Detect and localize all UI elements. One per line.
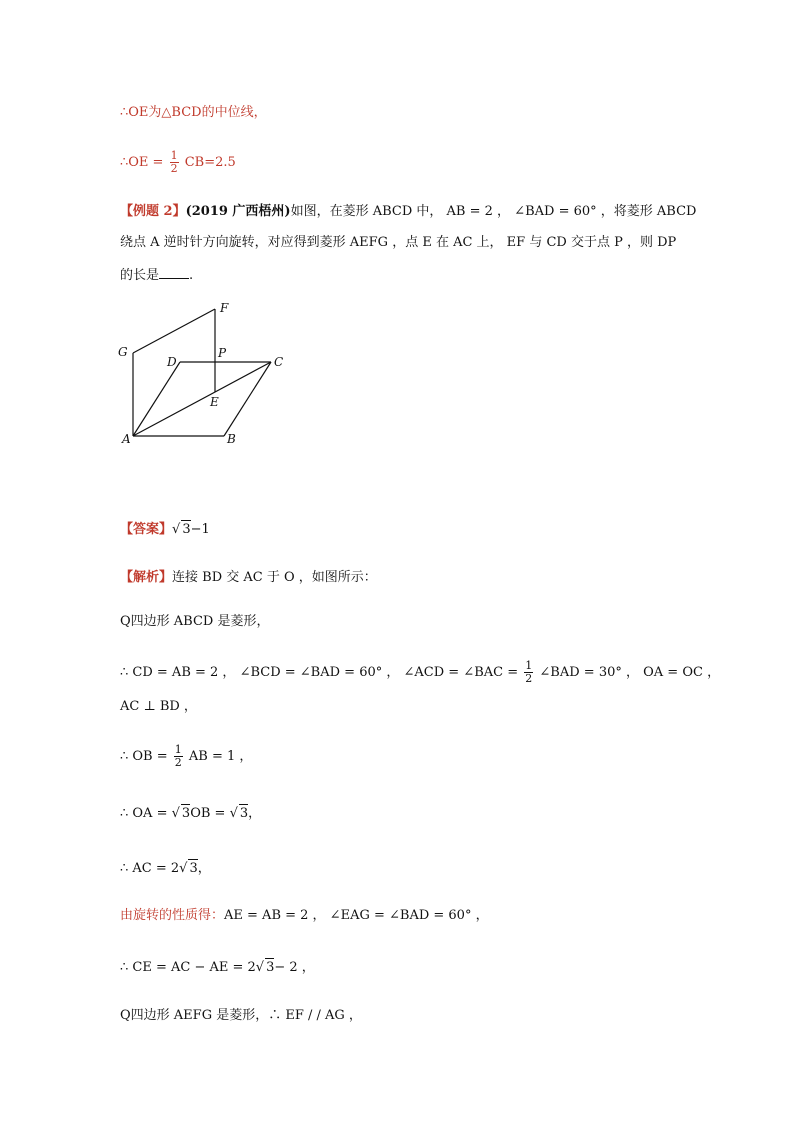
fraction bbox=[174, 744, 183, 769]
sqrt-sign: √ bbox=[229, 806, 238, 821]
text: 的长是 bbox=[120, 268, 160, 283]
text: AB = 1 ， bbox=[188, 749, 253, 764]
fraction bbox=[524, 660, 533, 685]
denominator: 2 bbox=[174, 756, 182, 769]
solution-line-5 bbox=[120, 804, 261, 823]
solution-line-7 bbox=[120, 907, 489, 925]
text: −1 bbox=[190, 522, 210, 537]
text: 如图，在菱形 ABCD 中， AB = 2 ， ∠BAD = 60° ，将菱形 ABCD bbox=[290, 204, 697, 219]
label-P: P bbox=[218, 346, 227, 360]
text: ∴ OA = bbox=[120, 806, 168, 821]
sqrt-value: 3 bbox=[189, 861, 198, 876]
fraction bbox=[170, 150, 179, 175]
sqrt-sign: √ bbox=[179, 861, 188, 876]
solution-line-1 bbox=[120, 613, 269, 631]
label-D: D bbox=[167, 355, 177, 369]
text: Q四边形 ABCD 是菱形， bbox=[120, 614, 270, 629]
solution-line-3 bbox=[120, 698, 197, 716]
numerator: 1 bbox=[170, 149, 178, 162]
sqrt-value: 3 bbox=[239, 806, 249, 821]
label-G: G bbox=[118, 345, 128, 359]
text: OB = bbox=[190, 806, 226, 821]
label-C: C bbox=[274, 355, 284, 369]
answer-blank bbox=[159, 266, 189, 279]
text: 绕点 A 逆时针方向旋转，对应得到菱形 AEFG ，点 E 在 AC 上， EF 与 CD 交于点 P ，则 DP bbox=[120, 235, 677, 250]
label-F: F bbox=[220, 301, 229, 315]
text: 连接 BD 交 AC 于 O ，如图所示： bbox=[172, 570, 377, 585]
answer-tag: 【答案】 bbox=[120, 522, 173, 537]
solution-line-8 bbox=[120, 958, 315, 977]
question-line-3 bbox=[120, 266, 193, 285]
sqrt-value: 3 bbox=[182, 522, 191, 537]
text: ， bbox=[197, 861, 211, 876]
sqrt-sign: √ bbox=[255, 960, 265, 975]
numerator: 1 bbox=[525, 659, 533, 672]
question-tag: 【例题 2】 bbox=[120, 204, 186, 219]
sqrt-value: 3 bbox=[181, 806, 191, 821]
segment-AC bbox=[133, 362, 271, 436]
solution-line-2 bbox=[120, 660, 720, 685]
label-E: E bbox=[210, 395, 219, 409]
text: ∴ OB = bbox=[120, 749, 168, 764]
text: ， bbox=[248, 806, 262, 821]
text: CB=2.5 bbox=[184, 155, 236, 170]
text: ∴ AC = 2 bbox=[120, 861, 180, 876]
segment-BC bbox=[224, 362, 271, 436]
label-A: A bbox=[122, 432, 131, 446]
text: AC ⊥ BD ， bbox=[120, 699, 197, 714]
rhombus-figure bbox=[110, 298, 300, 448]
text: ∴ CE = AC − AE = 2 bbox=[120, 960, 256, 975]
text: ∴ CD = AB = 2 ， ∠BCD = ∠BAD = 60° ， ∠ACD = ∠BAC = bbox=[120, 665, 519, 680]
question-line-1 bbox=[120, 203, 696, 221]
segment-GF bbox=[133, 309, 215, 353]
label-B: B bbox=[227, 432, 236, 446]
denominator: 2 bbox=[170, 162, 178, 175]
denominator: 2 bbox=[525, 672, 533, 685]
answer-line bbox=[120, 520, 210, 539]
line-oe-value bbox=[120, 150, 236, 175]
text: Q四边形 AEFG 是菱形，∴ EF / / AG ， bbox=[120, 1008, 362, 1023]
sqrt-sign: √ bbox=[172, 522, 181, 537]
line-oe-midline bbox=[120, 104, 267, 122]
sqrt-sign: √ bbox=[171, 806, 180, 821]
question-source: (2019 广西梧州) bbox=[185, 204, 291, 219]
solution-line-4 bbox=[120, 744, 252, 769]
text: − 2 ， bbox=[274, 960, 315, 975]
text: AE = AB = 2 ， ∠EAG = ∠BAD = 60° ， bbox=[224, 908, 489, 923]
text: 由旋转的性质得： bbox=[120, 908, 225, 923]
solution-tag: 【解析】 bbox=[120, 570, 173, 585]
segment-DA bbox=[133, 362, 180, 436]
text: ∠BAD = 30° ， OA = OC ， bbox=[539, 665, 721, 680]
question-line-2 bbox=[120, 234, 676, 252]
solution-line-6 bbox=[120, 859, 211, 878]
solution-intro bbox=[120, 569, 377, 587]
numerator: 1 bbox=[174, 743, 182, 756]
sqrt-value: 3 bbox=[266, 960, 275, 975]
solution-line-9 bbox=[120, 1007, 362, 1025]
text: ∴OE = bbox=[120, 155, 164, 170]
text: ∴OE为△BCD的中位线， bbox=[120, 105, 267, 120]
text: . bbox=[189, 268, 194, 283]
